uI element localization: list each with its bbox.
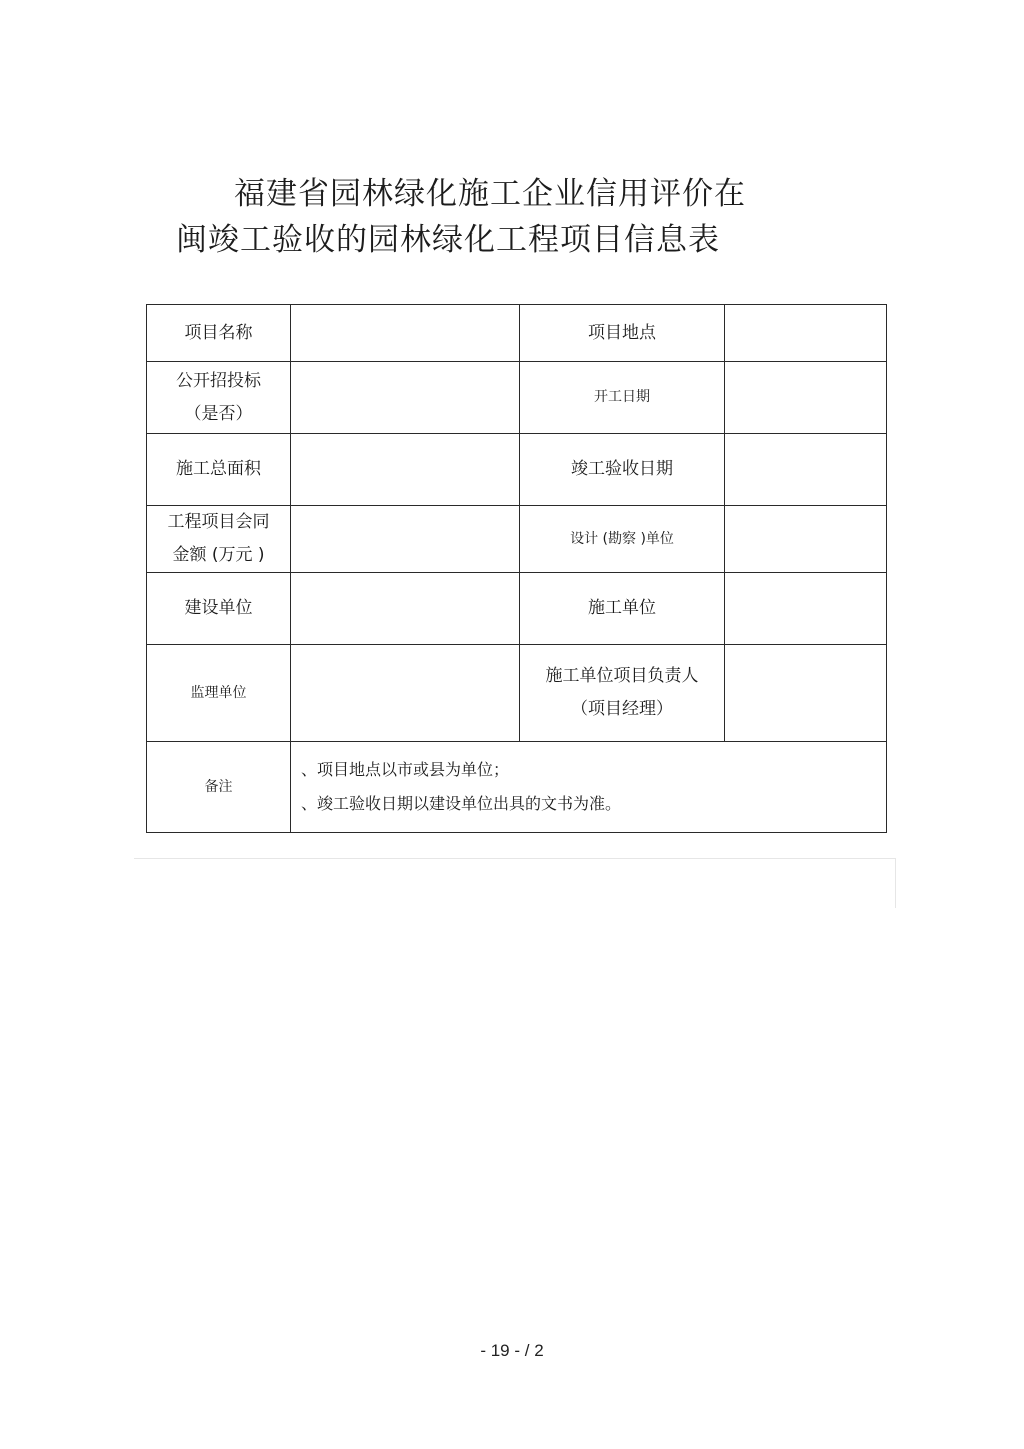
divider: [895, 858, 896, 908]
divider: [134, 858, 896, 859]
value-total-area: [291, 434, 520, 506]
label-project-location: 项目地点: [520, 305, 725, 362]
value-public-tender: [291, 362, 520, 434]
value-construction-owner: [291, 573, 520, 645]
label-project-manager: 施工单位项目负责人 （项目经理）: [520, 645, 725, 742]
label-construction-unit: 施工单位: [520, 573, 725, 645]
value-design-unit: [725, 506, 887, 573]
value-completion-date: [725, 434, 887, 506]
value-project-manager: [725, 645, 887, 742]
table-row: [147, 434, 887, 506]
table-row: [147, 645, 887, 742]
remarks-content: [291, 742, 887, 833]
document-title-line-2: 闽竣工验收的园林绿化工程项目信息表: [176, 222, 720, 258]
label-completion-date: 竣工验收日期: [520, 434, 725, 506]
label-total-area: 施工总面积: [147, 434, 291, 506]
value-project-location: [725, 305, 887, 362]
value-contract-amount: [291, 506, 520, 573]
remark-line: 、竣工验收日期以建设单位出具的文书为准。: [301, 794, 622, 813]
value-supervision-unit: [291, 645, 520, 742]
document-title-line-1: 福建省园林绿化施工企业信用评价在: [234, 176, 746, 212]
table-row: [147, 573, 887, 645]
label-project-name: 项目名称: [147, 305, 291, 362]
project-info-table: [146, 304, 887, 833]
page-number: - 19 - / 2: [480, 1341, 544, 1360]
value-construction-unit: [725, 573, 887, 645]
value-project-name: [291, 305, 520, 362]
label-contract-amount: 工程项目会同 金额 (万元 ): [147, 506, 291, 573]
table-row: [147, 305, 887, 362]
label-public-tender: 公开招投标 （是否）: [147, 362, 291, 434]
label-design-unit: 设计 (勘察 )单位: [520, 506, 725, 573]
label-remarks: 备注: [147, 742, 291, 833]
label-construction-owner: 建设单位: [147, 573, 291, 645]
table-row: [147, 506, 887, 573]
remark-line: 、项目地点以市或县为单位；: [301, 760, 510, 779]
table-row: [147, 362, 887, 434]
table-row: [147, 742, 887, 833]
label-supervision-unit: 监理单位: [147, 645, 291, 742]
value-start-date: [725, 362, 887, 434]
label-start-date: 开工日期: [520, 362, 725, 434]
